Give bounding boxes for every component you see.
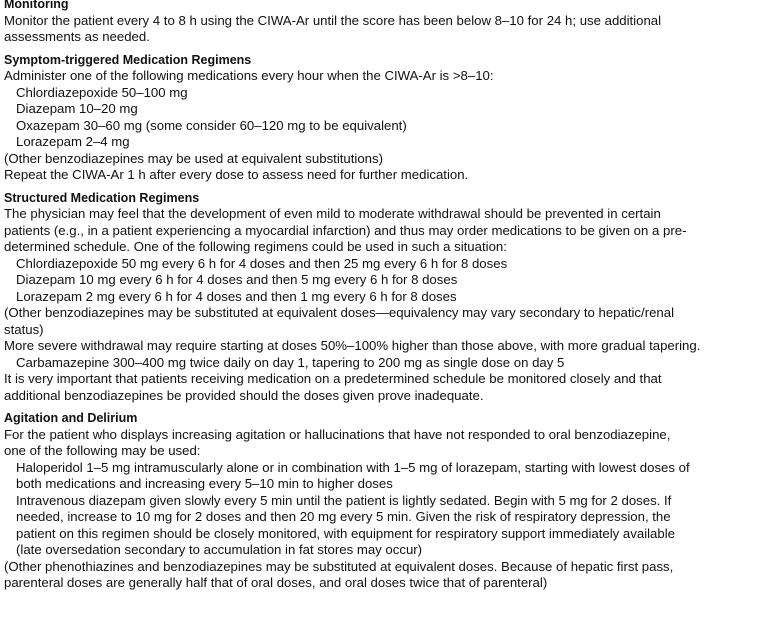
structured-closing-line-1: It is very important that patients receiving medication on a predetermined schedule be monitored closely and that (4, 371, 662, 386)
structured-regimens-heading: Structured Medication Regimens (4, 190, 200, 205)
severe-withdrawal-note: More severe withdrawal may require starting at doses 50%–100% higher than those above, with more gradual tapering. (4, 338, 701, 353)
iv-diazepam-option-line-3: patient on this regimen should be closely monitored, with equipment for respiratory support immediately available (16, 525, 675, 541)
structured-intro-line-2: patients (e.g., in a patient experiencing a myocardial infarction) and thus may order medications to be given on a pre- (4, 222, 687, 238)
iv-diazepam-option-line-2: needed, increase to 10 mg for 2 doses and then 20 mg every 5 min. Given the risk of respiratory depression, the (16, 509, 671, 524)
monitoring-heading: Monitoring (4, 0, 69, 11)
symptom-triggered-section (4, 53, 775, 184)
agitation-delirium-heading: Agitation and Delirium (4, 411, 138, 425)
equivalency-note-line-2: status) (4, 321, 44, 337)
regimen-diazepam: Diazepam 10 mg every 6 h for 4 doses and then 5 mg every 6 h for 8 doses (16, 272, 458, 287)
agitation-intro-line-2: one of the following may be used: (4, 443, 201, 458)
structured-closing-line-2: additional benzodiazepines be provided should the doses given prove inadequate. (4, 387, 484, 403)
agitation-intro-line-1: For the patient who displays increasing agitation or hallucinations that have not responded to oral benzodiazepine, (4, 426, 671, 442)
agitation-closing-line-1: (Other phenothiazines and benzodiazepines may be substituted at equivalent doses. Because of hepatic first pass, (4, 558, 674, 574)
monitoring-text-line-1: Monitor the patient every 4 to 8 h using the CIWA-Ar until the score has been below 8–10 for 24 h; use additional (4, 12, 662, 28)
drug-option-oxazepam: Oxazepam 30–60 mg (some consider 60–120 mg to be equivalent) (16, 117, 407, 133)
iv-diazepam-option-line-4: (late oversedation secondary to accumulation in fat stores may occur) (16, 542, 423, 557)
structured-intro-line-3: determined schedule. One of the following regimens could be used in such a situation: (4, 239, 507, 254)
symptom-triggered-heading: Symptom-triggered Medication Regimens (4, 52, 252, 67)
agitation-closing-line-2: parenteral doses are generally half that of oral doses, and oral doses twice that of parenteral) (4, 575, 548, 590)
structured-intro-line-1: The physician may feel that the development of even mild to moderate withdrawal should be prevented in certain (4, 206, 661, 221)
symptom-triggered-intro: Administer one of the following medications every hour when the CIWA-Ar is >8–10: (4, 68, 494, 83)
drug-option-diazepam: Diazepam 10–20 mg (16, 101, 138, 116)
drug-option-chlordiazepoxide: Chlordiazepoxide 50–100 mg (16, 84, 188, 100)
drug-option-lorazepam: Lorazepam 2–4 mg (16, 134, 130, 149)
monitoring-section (4, 0, 775, 46)
substitution-note: (Other benzodiazepines may be used at equivalent substitutions) (4, 150, 383, 166)
structured-regimens-section (4, 191, 775, 405)
haloperidol-option-line-2: both medications and increasing every 5–10 min to higher doses (16, 476, 393, 491)
monitoring-text-line-2: assessments as needed. (4, 29, 150, 44)
agitation-delirium-section (4, 411, 775, 592)
regimen-lorazepam: Lorazepam 2 mg every 6 h for 4 doses and then 1 mg every 6 h for 8 doses (16, 288, 457, 304)
regimen-carbamazepine: Carbamazepine 300–400 mg twice daily on day 1, tapering to 200 mg as single dose on day 5 (16, 354, 565, 370)
iv-diazepam-option-line-1: Intravenous diazepam given slowly every 5 min until the patient is lightly sedated. Begin with 5 mg for 2 doses. If (16, 492, 672, 508)
regimen-chlordiazepoxide: Chlordiazepoxide 50 mg every 6 h for 4 doses and then 25 mg every 6 h for 8 doses (16, 255, 508, 271)
repeat-ciwa-note: Repeat the CIWA-Ar 1 h after every dose to assess need for further medication. (4, 167, 469, 182)
haloperidol-option-line-1: Haloperidol 1–5 mg intramuscularly alone or in combination with 1–5 mg of lorazepam, starting with lowest doses of (16, 459, 690, 475)
equivalency-note-line-1: (Other benzodiazepines may be substituted at equivalent doses—equivalency may vary secondary to hepatic/renal (4, 305, 675, 320)
